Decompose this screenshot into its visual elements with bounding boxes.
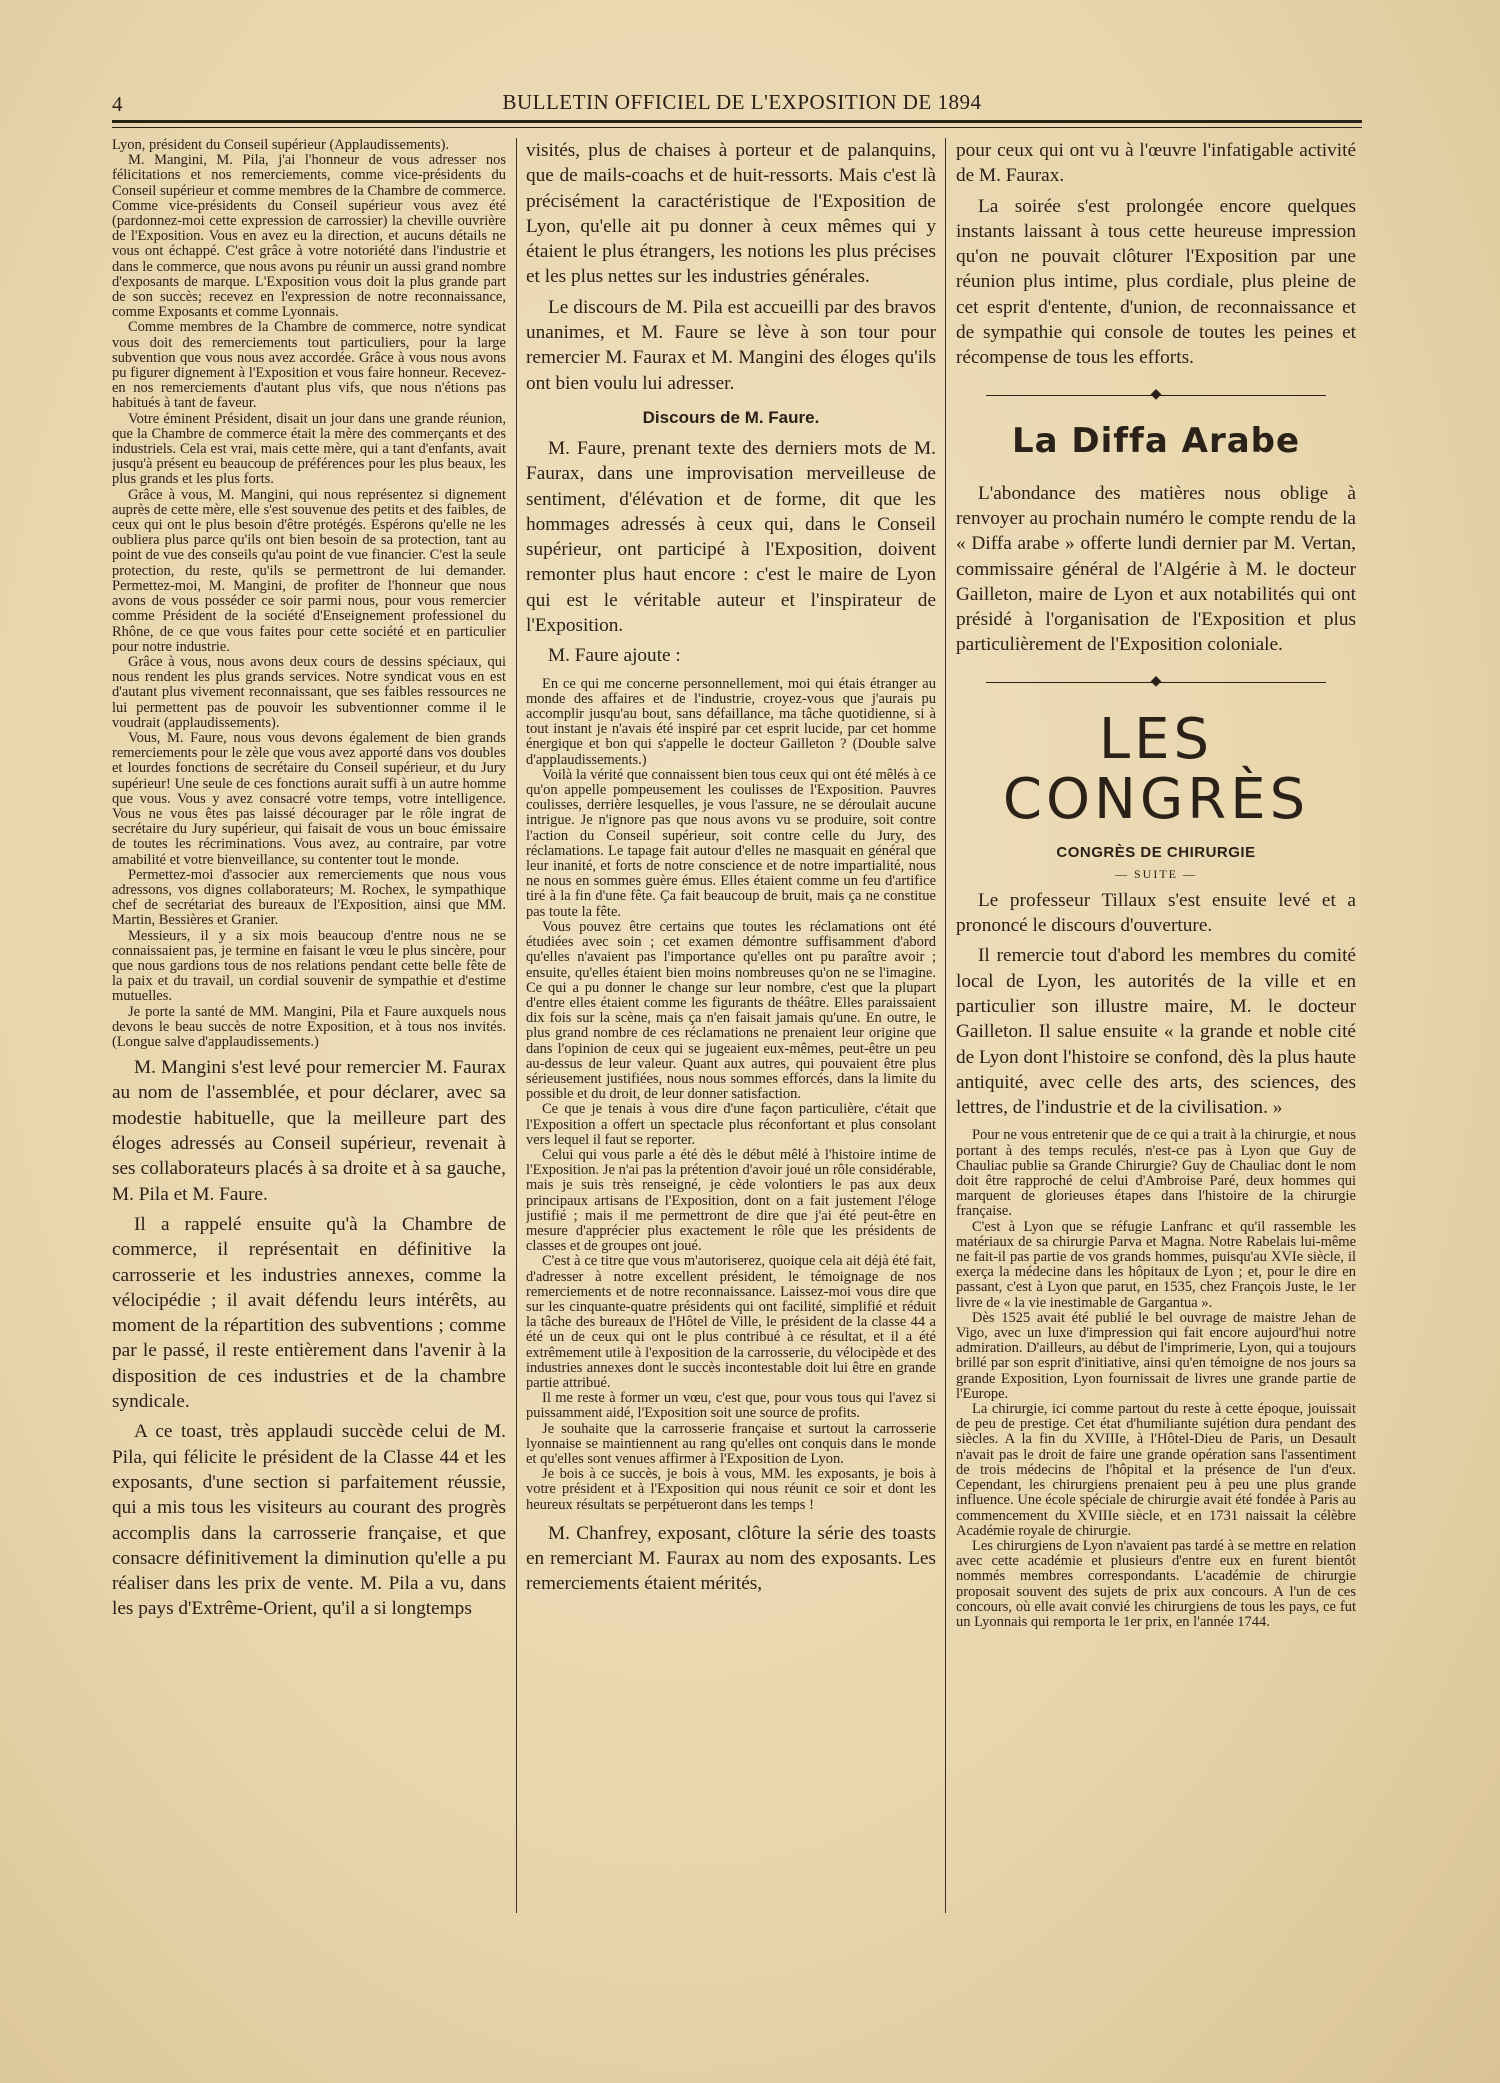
paragraph: Vous, M. Faure, nous vous devons également de bien grands remerciements pour le zèle que vous avez apporté dans vos doubles et lourdes fonctions de secrétaire du Conseil supérieur, et du Jury supérieur! Une seule de ces fonctions aurait suffi à un autre homme que vous. Vous y avez consacré votre temps, votre intelligence. Vous ne vous êtes pas laissé décourager par le rôle ingrat de secrétaire du Jury supérieur, qui faisait de vous un bouc émissaire de toutes les récriminations. Vous avez, au contraire, par votre amabilité et votre bienveillance, su contenter tout le monde. [112,729,506,868]
paragraph: Grâce à vous, nous avons deux cours de dessins spéciaux, qui nous rendent les plus grands services. Notre syndicat vous en est d'autant plus vivement reconnaissant, que ses faibles ressources ne lui permettent pas de pouvoir les subventionner comme il le voudrait (applaudissements). [112,653,506,731]
paragraph: Je souhaite que la carrosserie française et surtout la carrosserie lyonnaise se maintiennent au rang qu'elles ont conquis dans le monde et qu'elles sont venues affirmer à l'Exposition de Lyon. [526,1420,936,1467]
paragraph: Votre éminent Président, disait un jour dans une grande réunion, que la Chambre de commerce était la mère des commerçants et des industriels. Cela est vrai, mais cette mère, qui a tant d'enfants, avait jusqu'à présent eu beaucoup de préférences pour les plus beaux, les plus grands et les plus forts. [112,410,506,488]
paragraph: La chirurgie, ici comme partout du reste à cette époque, jouissait de peu de prestige. Cet état d'humiliante sujétion dura pendant des siècles. A la fin du XVIIIe, à l'Hôtel-Dieu de Paris, un Desault n'avait pas le droit de faire une grande opération sans l'assentiment de trois médecins de l'hôpital et la présence de l'un d'eux. Cependant, les chirurgiens prenaient peu à peu une plus grande influence. Une école spéciale de chirurgie avait été fondée à Paris au commencement du XVIIIe siècle, et en 1731 naissait la célèbre Académie royale de chirurgie. [956,1401,1356,1539]
paragraph: visités, plus de chaises à porteur et de palanquins, que de mails-coachs et de huit-ressorts. Mais c'est là précisément la caractéristique de l'Exposition de Lyon, qu'elle ait pu donner à ceux mêmes qui y étaient le plus étrangers, les notions les plus précises et les plus nettes sur les industries générales. [526,140,936,288]
section-title-diffa: La Diffa Arabe [1011,420,1301,461]
paragraph: Comme membres de la Chambre de commerce, notre syndicat vous doit des remerciements tout particuliers, pour la large subvention que vous nous avez accordée. Grâce à vous nous avons pu figurer dignement à l'Exposition et vous faire honneur. Recevez-en nos remerciements d'autant plus vifs, que nous n'étions pas habitués à tant de faveur. [112,319,506,412]
paragraph: M. Chanfrey, exposant, clôture la série des toasts en remerciant M. Faurax au nom des exposants. Les remerciements étaient mérités, [526,1522,936,1595]
paragraph: C'est à Lyon que se réfugie Lanfranc et qu'il rassemble les matériaux de sa chirurgie Parva et Magna. Notre Rabelais lui-même ne fait-il pas partie de vos grands hommes, puisqu'au XVIe siècle, il exerça la médecine dans les hôpitaux de Lyon ; et, pour le dire en passant, c'est à Lyon que parut, en 1535, chez François Juste, le 1er livre de « la vie inestimable de Gargantua ». [956,1218,1356,1311]
paragraph: Il a rappelé ensuite qu'à la Chambre de commerce, il représentait en définitive la carrosserie et les industries annexes, comme la vélocipédie ; il avait défendu leurs intérêts, au moment de la répartition des subventions ; comme par le passé, il reste entièrement dans l'avenir à la disposition de ces industries et de la chambre syndicale. [112,1213,506,1413]
paragraph: Dès 1525 avait été publié le bel ouvrage de maistre Jehan de Vigo, avec un luxe d'impression qui fait encore aujourd'hui notre admiration. D'ailleurs, au début de l'imprimerie, Lyon, qui a toujours brillé par son esprit d'initiative, ainsi qu'en témoigne de nos jours sa grande Exposition, Lyon fournissait de livres une grande partie de l'Europe. [956,1309,1356,1402]
section-divider [956,383,1356,409]
paragraph: Il me reste à former un vœu, c'est que, pour vous tous qui l'avez si puissamment aidé, l'Exposition soit une source de profits. [526,1390,936,1422]
paragraph: M. Faure, prenant texte des derniers mots de M. Faurax, dans une improvisation merveilleuse de sentiment, d'élévation et de forme, dit que les hommages adressés à ceux qui, dans le Conseil supérieur, ont participé à l'Exposition, doivent remonter plus haut encore : c'est le maire de Lyon qui est le véritable auteur et l'inspirateur de l'Exposition. [526,437,936,637]
column-divider [945,138,946,1913]
column-divider [516,138,517,1913]
paragraph: L'abondance des matières nous oblige à renvoyer au prochain numéro le compte rendu de la « Diffa arabe » offerte lundi dernier par M. Vertan, commissaire général de l'Algérie à M. le docteur Gailleton, maire de Lyon et aux notabilités qui ont présidé à l'organisation de l'Exposition et plus particulièrement de l'Exposition coloniale. [956,482,1356,656]
section-subheading: CONGRÈS DE CHIRURGIE [1056,843,1256,861]
paragraph: Messieurs, il y a six mois beaucoup d'entre nous ne se connaissaient pas, je termine en faisant le vœu le plus sincère, pour que nous gardions tous de nos relations pendant cette belle fête de la paix et du travail, un cordial souvenir de sympathie et d'estime mutuelles. [112,927,506,1005]
running-title: BULLETIN OFFICIEL DE L'EXPOSITION DE 1894 [502,90,982,114]
paragraph: Grâce à vous, M. Mangini, qui nous représentez si dignement auprès de cette mère, elle s'est souvenue des petits et des faibles, de ceux qui ont le plus besoin d'être protégés. Espérons qu'elle ne les oubliera plus parce qu'ils ont bien besoin de sa protection, tant au point de vue des conseils qu'au point de vue financier. C'est la seule protection, du reste, qu'ils se permettront de lui demander. Permettez-moi, M. Mangini, de profiter de l'honneur que nous avons de vous posséder ce soir parmi nous, pour vous remercier comme Président de la société d'Enseignement professionel du Rhône, de ce que vous faites pour cette société et en particulier pour notre industrie. [112,486,506,655]
header-rule-thick [112,120,1362,123]
suite-label: — SUITE — [1115,866,1197,881]
paragraph: Vous pouvez être certains que toutes les réclamations ont été étudiées avec soin ; cet examen démontre suffisamment d'abord qu'elles n'avaient pas l'importance qu'elles ont pu paraître avoir ; ensuite, qu'elles étaient bien moins nombreuses qu'on ne se l'imagine. Ce qui a pu donner le change sur leur nombre, c'est que la plupart d'entre elles étaient comme les figurants de théâtre. Elles paraissaient dix fois sur la scène, mais ça n'en faisait jamais qu'une. En outre, le plus grand nombre de ces réclamations ne prenaient leur origine que dans l'opinion de ceux qui se jugeaient eux-mêmes, peut-être un peu au-dessus de leur valeur. Quant aux autres, qui pouvaient être plus sérieusement justifiées, nous nous sommes efforcés, dans la limite du possible et du droit, de leur donner satisfaction. [526,918,936,1103]
paragraph: Le professeur Tillaux s'est ensuite levé et a prononcé le discours d'ouverture. [956,889,1356,937]
diamond-ornament-icon: ◆ [1150,386,1162,402]
paragraph: Voilà la vérité que connaissent bien tous ceux qui ont été mêlés à ce qu'on appelle pompeusement les coulisses de l'Exposition. Pauvres coulisses, derrière lesquelles, je vous l'assure, ne se déroulait aucune intrigue. Je n'ignore pas que nous avons vu se produire, soit contre l'action du Conseil supérieur, soit contre celle du Jury, des réclamations. Le tapage fait autour d'elles ne masquait en général que leur inanité, et forts de notre conscience et de notre impartialité, nous ne nous en sommes guère émus. Elles étaient comme un feu d'artifice tiré à la fin d'une fête. Ça fait beaucoup de bruit, mais ça ne constitue pas toute la fête. [526,766,936,920]
column-3 [956,138,1356,2043]
paragraph: Je porte la santé de MM. Mangini, Pila et Faure auxquels nous devons le beau succès de notre Exposition, et à tous nos invités. (Longue salve d'applaudissements.) [112,1003,506,1050]
paragraph: Le discours de M. Pila est accueilli par des bravos unanimes, et M. Faure se lève à son tour pour remercier M. Faurax et M. Mangini des éloges qu'ils ont bien voulu lui adresser. [526,296,936,394]
paragraph: Pour ne vous entretenir que de ce qui a trait à la chirurgie, et nous portant à des temps reculés, n'est-ce pas à Lyon que Guy de Chauliac publie sa Grande Chirurgie? Guy de Chauliac dont le nom doit être rapproché de celui d'Ambroise Paré, deux hommes qui marquent de glorieuses étapes dans l'histoire de la chirurgie française. [956,1127,1356,1220]
paragraph: Lyon, président du Conseil supérieur (Applaudissements). [112,138,450,153]
page-header [112,84,1372,124]
paragraph: C'est à ce titre que vous m'autoriserez, quoique cela ait déjà été fait, d'adresser à notre excellent président, le témoignage de nos remerciements et de notre reconnaissance. Laissez-moi vous dire que sur les cinquante-quatre présidents qui ont facilité, simplifié et réduit la tâche des bureaux de l'Hôtel de Ville, le président de la classe 44 a été un de ceux qui ont le plus contribué à ce résultat, et il a été extrêmement utile à l'exposition de la carrosserie, du vélocipède et des industries annexes dont le succès incontestable doit lui être en grande partie attribué. [526,1253,936,1391]
section-subheading: Discours de M. Faure. [642,407,820,427]
paragraph: pour ceux qui ont vu à l'œuvre l'infatigable activité de M. Faurax. [956,140,1356,187]
paragraph: Il remercie tout d'abord les membres du comité local de Lyon, les autorités de la ville et en particulier son illustre maire, M. le docteur Gailleton. Il salue ensuite « la grande et noble cité de Lyon dont l'histoire se confond, dès la plus haute antiquité, avec celle des arts, des sciences, des lettres, de l'industrie et de la civilisation. » [956,945,1356,1119]
page-number: 4 [112,92,123,116]
section-title-congres: LES CONGRÈS [1002,706,1310,832]
paragraph: Je bois à ce succès, je bois à vous, MM. les exposants, je bois à votre président et à l'Exposition qui nous réunit ce soir et dont les heureux résultats se perpétueront dans les temps ! [526,1466,936,1513]
paragraph: Les chirurgiens de Lyon n'avaient pas tardé à se mettre en relation avec cette académie et plusieurs d'entre eux en furent bientôt nommés membres correspondants. L'académie de chirurgie proposait souvent des sujets de prix aux concours. A l'un de ces concours, où elle avait convié les chirurgiens de tous les pays, ce fut un Lyonnais qui remporta le 1er prix, en l'année 1744. [956,1537,1356,1630]
header-rule-thin [112,127,1362,128]
paragraph: Ce que je tenais à vous dire d'une façon particulière, c'était que l'Exposition a offert un spectacle plus réconfortant et plus consolant vers lequel il faut se reporter. [526,1101,936,1148]
section-divider [956,670,1356,696]
paragraph: En ce qui me concerne personnellement, moi qui étais étranger au monde des affaires et de l'industrie, croyez-vous que j'aurais pu accomplir jusqu'au bout, sans défaillance, ma tâche quotidienne, si à tout instant je n'avais été inspiré par cet esprit lucide, par cet homme énergique et bon qui s'appelle le docteur Gailleton ? (Double salve d'applaudissements.) [526,675,936,768]
paragraph: M. Faure ajoute : [548,645,681,667]
paragraph: Permettez-moi d'associer aux remerciements que nous vous adressons, vos dignes collaborateurs; M. Rochex, le sympathique chef de secrétariat des bureaux de l'Exposition, ainsi que MM. Martin, Bessières et Granier. [112,866,506,929]
paragraph: M. Mangini, M. Pila, j'ai l'honneur de vous adresser nos félicitations et nos remerciements, comme vice-présidents du Conseil supérieur et comme membres de la Chambre de commerce. Comme vice-présidents du Conseil supérieur vous avez été (pardonnez-moi cette expression de carrossier) la cheville ouvrière de l'Exposition. Vous en avez eu la direction, et aucuns détails ne vous ont échappé. C'est grâce à votre notoriété dans l'industrie et dans le commerce, que nous avons pu réunir un aussi grand nombre d'exposants de marque. L'Exposition vous doit la plus grande part de son succès; recevez en l'expression de notre reconnaissance, comme Exposants et comme Lyonnais. [112,152,506,321]
paragraph: La soirée s'est prolongée encore quelques instants laissant à tous cette heureuse impression qu'on ne pouvait clôturer l'Exposition par une réunion plus intime, plus cordiale, plus pleine de cet esprit d'entente, d'union, de reconnaissance et de sympathie qui console de toutes les peines et récompense de tous les efforts. [956,195,1356,369]
diamond-ornament-icon: ◆ [1150,673,1162,689]
column-1 [112,138,506,2043]
paragraph: Celui qui vous parle a été dès le début mêlé à l'histoire intime de l'Exposition. Je n'ai pas la prétention d'avoir joué un rôle considérable, mais je suis très renseigné, je cède volontiers le pas aux deux principaux artisans de l'Exposition, dont on a fait justement l'éloge justifié ; mais il me permettront de dire que j'ai été peut-être en mesure d'apprécier plus exactement le rôle que les présidents de classes et de groupes ont joué. [526,1146,936,1255]
column-2 [526,138,936,2043]
paragraph: A ce toast, très applaudi succède celui de M. Pila, qui félicite le président de la Classe 44 et les exposants, d'une section si parfaitement réussie, qui a mis tous les visiteurs au courant des progrès accomplis dans la carrosserie française, et que consacre définitivement la diminution qu'elle a pu réaliser dans les prix de vente. M. Pila a vu, dans les pays d'Extrême-Orient, qu'il a si longtemps [112,1421,506,1620]
paragraph: M. Mangini s'est levé pour remercier M. Faurax au nom de l'assemblée, et pour déclarer, avec sa modestie habituelle, que la meilleure part des éloges adressés au Conseil supérieur, revenait à ses collaborateurs placés à sa droite et à sa gauche, M. Pila et M. Faure. [112,1057,506,1205]
